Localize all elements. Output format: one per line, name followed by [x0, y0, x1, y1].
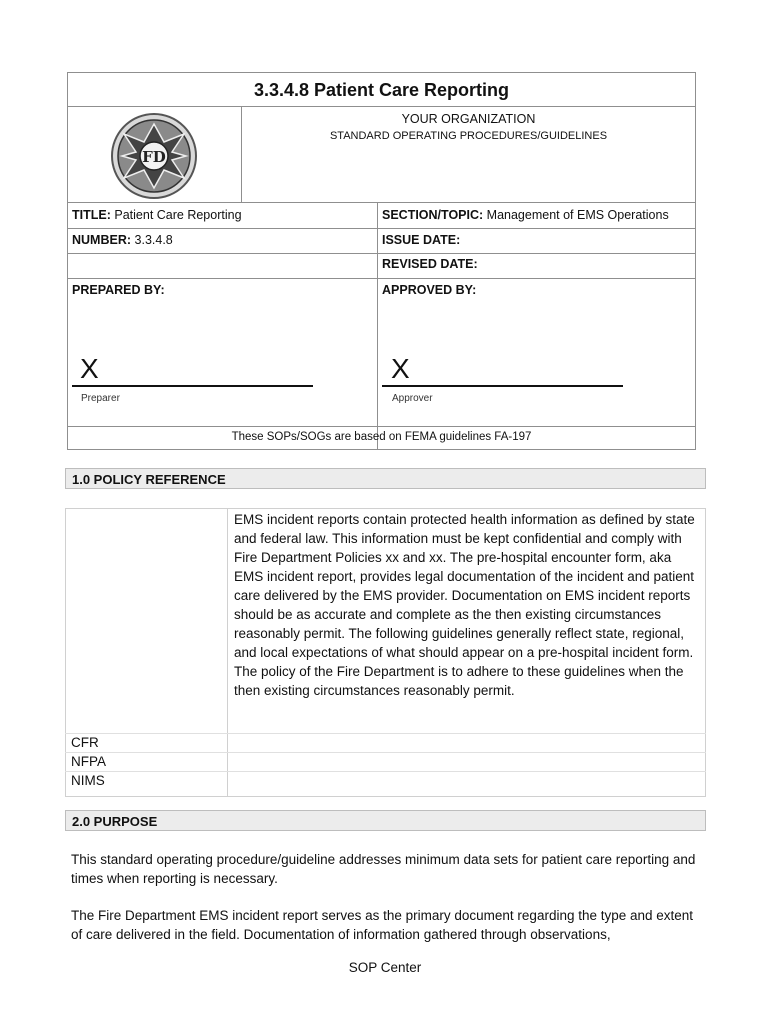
- approved-by-label: APPROVED BY:: [382, 283, 477, 297]
- fire-department-maltese-cross-icon: [110, 112, 198, 200]
- section-label: SECTION/TOPIC:: [382, 208, 484, 222]
- revised-date-field: [382, 257, 478, 271]
- organization-name: YOUR ORGANIZATION: [401, 112, 536, 126]
- number-value: 3.3.4.8: [134, 233, 173, 247]
- fema-guideline-note: These SOPs/SOGs are based on FEMA guidelines FA-197: [231, 431, 532, 443]
- number-label: NUMBER:: [72, 233, 132, 247]
- approver-signature-line[interactable]: [382, 385, 623, 387]
- document-title: 3.3.4.8 Patient Care Reporting: [253, 80, 510, 100]
- approver-signature-mark: X: [391, 353, 410, 384]
- approver-caption: Approver: [392, 393, 433, 404]
- purpose-paragraph-1: This standard operating procedure/guideline addresses minimum data sets for patient care reporting and times when reporting is necessary.: [71, 852, 696, 886]
- reference-nfpa: NFPA: [71, 754, 107, 769]
- title-value: Patient Care Reporting: [114, 208, 242, 222]
- preparer-signature-mark: X: [80, 353, 99, 384]
- document-subtitle: STANDARD OPERATING PROCEDURES/GUIDELINES: [329, 130, 608, 142]
- title-label: TITLE:: [72, 208, 111, 222]
- approved-by-field: [382, 283, 476, 297]
- fire-department-logo: [110, 112, 198, 200]
- issue-date-label: ISSUE DATE:: [382, 233, 461, 247]
- preparer-signature-line[interactable]: [72, 385, 313, 387]
- reference-cfr: CFR: [71, 735, 99, 750]
- policy-body-text: EMS incident reports contain protected health information as defined by state and federal law. This information must be kept confidential and comply with Fire Department Policies xx and xx. The pre-hospital encounter form, aka EMS incident report, provides legal documentation of the incident and patient care delivered by the EMS provider. Documentation on EMS incident reports should be as accurate and complete as the then existing circumstances reasonably permit. The following guidelines generally reflect state, regional, and local expectations of what should appear on a pre-hospital incident form. The policy of the Fire Department is to adhere to these guidelines when the then existing circumstances reasonably permit.: [234, 512, 695, 698]
- purpose-heading: 2.0 PURPOSE: [65, 810, 706, 831]
- section-field: [382, 208, 669, 222]
- reference-nims: NIMS: [71, 773, 105, 788]
- logo-text: FD: [142, 148, 166, 166]
- purpose-paragraph-2: The Fire Department EMS incident report serves as the primary document regarding the type and extent of care delivered in the field. Documentation of information gathered through observations,: [71, 908, 694, 942]
- section-value: Management of EMS Operations: [486, 208, 669, 222]
- revised-date-label: REVISED DATE:: [382, 257, 478, 271]
- number-field: [72, 233, 173, 247]
- preparer-caption: Preparer: [81, 393, 120, 404]
- prepared-by-field: [72, 283, 165, 297]
- page-footer: SOP Center: [348, 960, 422, 975]
- issue-date-field: [382, 233, 460, 247]
- title-field: [72, 208, 242, 222]
- prepared-by-label: PREPARED BY:: [72, 283, 165, 297]
- policy-reference-heading: 1.0 POLICY REFERENCE: [65, 468, 706, 489]
